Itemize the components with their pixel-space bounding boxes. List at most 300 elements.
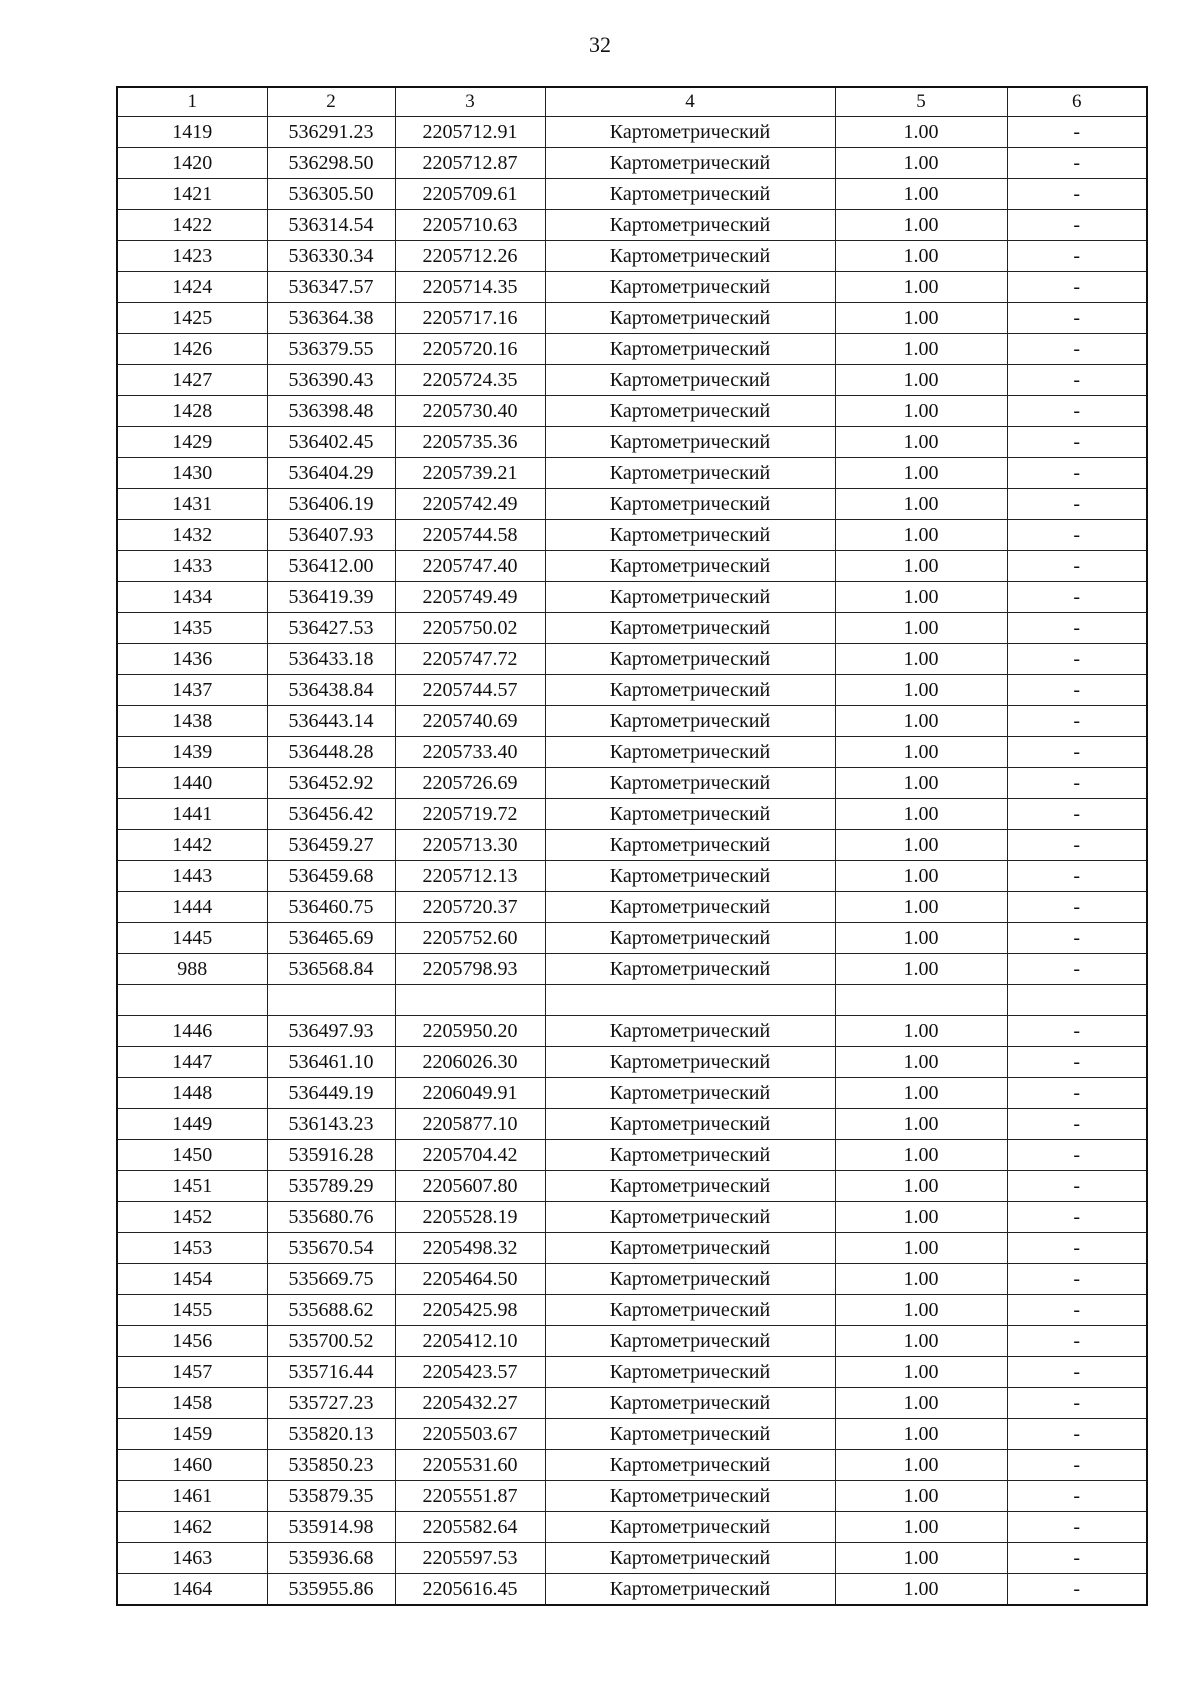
cell-note: - [1007,923,1147,954]
cell-point-number: 1428 [117,396,267,427]
column-header: 2 [267,87,395,117]
cell-point-number: 1419 [117,117,267,148]
cell-method: Картометрический [545,303,835,334]
table-row [117,675,1147,706]
cell-method: Картометрический [545,427,835,458]
cell-accuracy: 1.00 [835,1357,1007,1388]
cell-note: - [1007,799,1147,830]
cell-coord-y: 2205704.42 [395,1140,545,1171]
cell-coord-y: 2205712.13 [395,861,545,892]
cell-coord-x [267,985,395,1016]
table-row [117,768,1147,799]
cell-coord-y: 2205747.40 [395,551,545,582]
cell-note: - [1007,1109,1147,1140]
cell-coord-y: 2205744.57 [395,675,545,706]
cell-accuracy [835,985,1007,1016]
cell-accuracy: 1.00 [835,613,1007,644]
cell-note: - [1007,582,1147,613]
cell-coord-x: 536406.19 [267,489,395,520]
cell-note: - [1007,1326,1147,1357]
cell-coord-x: 536364.38 [267,303,395,334]
cell-note: - [1007,334,1147,365]
cell-note: - [1007,241,1147,272]
cell-note: - [1007,1171,1147,1202]
cell-coord-y: 2205720.37 [395,892,545,923]
cell-accuracy: 1.00 [835,768,1007,799]
cell-method: Картометрический [545,768,835,799]
table-row [117,582,1147,613]
cell-accuracy: 1.00 [835,737,1007,768]
cell-accuracy: 1.00 [835,799,1007,830]
cell-coord-x: 536497.93 [267,1016,395,1047]
cell-point-number: 1451 [117,1171,267,1202]
table-row [117,458,1147,489]
cell-point-number: 1444 [117,892,267,923]
cell-note: - [1007,551,1147,582]
cell-accuracy: 1.00 [835,923,1007,954]
cell-accuracy: 1.00 [835,1140,1007,1171]
cell-accuracy: 1.00 [835,489,1007,520]
table-row [117,148,1147,179]
cell-coord-x: 535850.23 [267,1450,395,1481]
cell-method: Картометрический [545,613,835,644]
cell-method: Картометрический [545,458,835,489]
table-row [117,1326,1147,1357]
cell-note: - [1007,1574,1147,1606]
cell-note: - [1007,1140,1147,1171]
cell-method: Картометрический [545,1078,835,1109]
table-row [117,985,1147,1016]
cell-method: Картометрический [545,148,835,179]
cell-coord-x: 536330.34 [267,241,395,272]
table-row [117,1264,1147,1295]
cell-note: - [1007,1233,1147,1264]
cell-note: - [1007,365,1147,396]
cell-point-number: 1454 [117,1264,267,1295]
cell-coord-y: 2205551.87 [395,1481,545,1512]
table-row [117,644,1147,675]
cell-note: - [1007,644,1147,675]
cell-note: - [1007,427,1147,458]
cell-note: - [1007,737,1147,768]
cell-method: Картометрический [545,1140,835,1171]
table-row [117,1233,1147,1264]
cell-accuracy: 1.00 [835,117,1007,148]
cell-accuracy: 1.00 [835,1512,1007,1543]
table-row [117,1202,1147,1233]
cell-point-number: 1438 [117,706,267,737]
cell-coord-y: 2205747.72 [395,644,545,675]
cell-note: - [1007,1047,1147,1078]
cell-point-number: 1452 [117,1202,267,1233]
cell-note: - [1007,396,1147,427]
cell-coord-x: 536427.53 [267,613,395,644]
cell-point-number: 1459 [117,1419,267,1450]
cell-method: Картометрический [545,520,835,551]
cell-note: - [1007,1357,1147,1388]
cell-accuracy: 1.00 [835,334,1007,365]
cell-accuracy: 1.00 [835,303,1007,334]
cell-method: Картометрический [545,923,835,954]
cell-coord-y: 2205740.69 [395,706,545,737]
cell-coord-x: 535669.75 [267,1264,395,1295]
cell-method: Картометрический [545,272,835,303]
cell-method: Картометрический [545,582,835,613]
cell-point-number: 1421 [117,179,267,210]
cell-point-number: 1437 [117,675,267,706]
cell-accuracy: 1.00 [835,954,1007,985]
cell-coord-x: 536459.27 [267,830,395,861]
table-row [117,210,1147,241]
cell-coord-x: 536305.50 [267,179,395,210]
cell-note: - [1007,520,1147,551]
cell-coord-x: 536461.10 [267,1047,395,1078]
cell-coord-x: 535680.76 [267,1202,395,1233]
cell-coord-y: 2205739.21 [395,458,545,489]
column-header: 1 [117,87,267,117]
cell-note: - [1007,1295,1147,1326]
cell-method: Картометрический [545,241,835,272]
cell-note: - [1007,1264,1147,1295]
cell-note: - [1007,861,1147,892]
cell-accuracy: 1.00 [835,148,1007,179]
table-row [117,179,1147,210]
cell-point-number: 1426 [117,334,267,365]
cell-note: - [1007,210,1147,241]
cell-note: - [1007,272,1147,303]
column-header: 5 [835,87,1007,117]
cell-coord-x: 536568.84 [267,954,395,985]
cell-method: Картометрический [545,1481,835,1512]
cell-coord-x: 536402.45 [267,427,395,458]
cell-method: Картометрический [545,489,835,520]
cell-point-number: 1450 [117,1140,267,1171]
cell-point-number: 1424 [117,272,267,303]
cell-method: Картометрический [545,1543,835,1574]
cell-note: - [1007,458,1147,489]
table-row [117,396,1147,427]
cell-accuracy: 1.00 [835,1047,1007,1078]
cell-method: Картометрический [545,706,835,737]
cell-coord-x: 536419.39 [267,582,395,613]
table-row [117,489,1147,520]
cell-point-number: 1448 [117,1078,267,1109]
cell-coord-x: 535670.54 [267,1233,395,1264]
cell-accuracy: 1.00 [835,1450,1007,1481]
cell-accuracy: 1.00 [835,1543,1007,1574]
cell-point-number: 1458 [117,1388,267,1419]
cell-accuracy: 1.00 [835,179,1007,210]
table-row [117,1357,1147,1388]
cell-coord-x: 535914.98 [267,1512,395,1543]
cell-coord-x: 536404.29 [267,458,395,489]
cell-method: Картометрический [545,954,835,985]
cell-method: Картометрический [545,210,835,241]
cell-method: Картометрический [545,737,835,768]
cell-note: - [1007,954,1147,985]
table-row [117,830,1147,861]
cell-method: Картометрический [545,1450,835,1481]
table-row [117,1171,1147,1202]
cell-coord-x: 536143.23 [267,1109,395,1140]
cell-note: - [1007,117,1147,148]
cell-point-number: 1439 [117,737,267,768]
cell-accuracy: 1.00 [835,241,1007,272]
cell-accuracy: 1.00 [835,365,1007,396]
cell-coord-x: 535688.62 [267,1295,395,1326]
cell-coord-x: 536449.19 [267,1078,395,1109]
cell-accuracy: 1.00 [835,830,1007,861]
cell-method: Картометрический [545,396,835,427]
cell-coord-y: 2205712.87 [395,148,545,179]
cell-coord-y: 2205498.32 [395,1233,545,1264]
table-row [117,1109,1147,1140]
cell-point-number: 1456 [117,1326,267,1357]
cell-method: Картометрический [545,117,835,148]
cell-accuracy: 1.00 [835,892,1007,923]
table-row [117,613,1147,644]
table-row [117,1295,1147,1326]
cell-point-number: 1436 [117,644,267,675]
table-row [117,923,1147,954]
cell-accuracy: 1.00 [835,520,1007,551]
cell-coord-y: 2205730.40 [395,396,545,427]
cell-coord-y: 2205528.19 [395,1202,545,1233]
cell-point-number: 1431 [117,489,267,520]
cell-coord-y: 2205877.10 [395,1109,545,1140]
cell-coord-y: 2205717.16 [395,303,545,334]
cell-method: Картометрический [545,1357,835,1388]
cell-method: Картометрический [545,1016,835,1047]
cell-coord-x: 536456.42 [267,799,395,830]
cell-coord-x: 536390.43 [267,365,395,396]
cell-accuracy: 1.00 [835,1295,1007,1326]
cell-method: Картометрический [545,799,835,830]
cell-point-number: 1460 [117,1450,267,1481]
cell-coord-x: 536407.93 [267,520,395,551]
cell-coord-x: 535936.68 [267,1543,395,1574]
cell-accuracy: 1.00 [835,272,1007,303]
cell-coord-x: 536291.23 [267,117,395,148]
cell-coord-y: 2205597.53 [395,1543,545,1574]
cell-coord-x: 536448.28 [267,737,395,768]
cell-accuracy: 1.00 [835,1016,1007,1047]
cell-coord-y: 2205464.50 [395,1264,545,1295]
cell-point-number: 1435 [117,613,267,644]
cell-coord-x: 536465.69 [267,923,395,954]
cell-method: Картометрический [545,1512,835,1543]
table-body [117,117,1147,1606]
cell-note: - [1007,489,1147,520]
cell-method: Картометрический [545,179,835,210]
cell-coord-y: 2205950.20 [395,1016,545,1047]
table-row [117,954,1147,985]
cell-coord-x: 535820.13 [267,1419,395,1450]
table-row [117,551,1147,582]
cell-point-number: 1440 [117,768,267,799]
table-row [117,861,1147,892]
table-row [117,1016,1147,1047]
cell-coord-x: 535716.44 [267,1357,395,1388]
cell-point-number: 1464 [117,1574,267,1606]
cell-note: - [1007,892,1147,923]
cell-coord-y: 2205710.63 [395,210,545,241]
cell-method: Картометрический [545,1171,835,1202]
cell-method: Картометрический [545,861,835,892]
table-row [117,1078,1147,1109]
cell-coord-y: 2205798.93 [395,954,545,985]
cell-coord-x: 536412.00 [267,551,395,582]
cell-note: - [1007,1512,1147,1543]
cell-coord-x: 536398.48 [267,396,395,427]
cell-point-number: 1441 [117,799,267,830]
table-row [117,1450,1147,1481]
table-row [117,892,1147,923]
cell-method: Картометрический [545,1264,835,1295]
cell-accuracy: 1.00 [835,427,1007,458]
cell-method: Картометрический [545,1047,835,1078]
cell-note: - [1007,1016,1147,1047]
cell-accuracy: 1.00 [835,706,1007,737]
cell-point-number: 1449 [117,1109,267,1140]
cell-coord-y: 2205750.02 [395,613,545,644]
cell-coord-x: 536460.75 [267,892,395,923]
cell-coord-x: 536459.68 [267,861,395,892]
table-row [117,334,1147,365]
cell-point-number: 1432 [117,520,267,551]
table-row [117,427,1147,458]
cell-point-number: 1446 [117,1016,267,1047]
cell-coord-y [395,985,545,1016]
cell-accuracy: 1.00 [835,1233,1007,1264]
cell-method: Картометрический [545,1574,835,1606]
cell-accuracy: 1.00 [835,861,1007,892]
cell-note: - [1007,613,1147,644]
cell-coord-y: 2205714.35 [395,272,545,303]
cell-note: - [1007,1419,1147,1450]
cell-point-number: 1453 [117,1233,267,1264]
cell-coord-x: 535955.86 [267,1574,395,1606]
cell-coord-x: 536379.55 [267,334,395,365]
cell-point-number: 1427 [117,365,267,396]
cell-point-number: 1430 [117,458,267,489]
cell-point-number: 1422 [117,210,267,241]
cell-note: - [1007,706,1147,737]
cell-coord-x: 536347.57 [267,272,395,303]
cell-method: Картометрический [545,830,835,861]
cell-accuracy: 1.00 [835,644,1007,675]
cell-method: Картометрический [545,1202,835,1233]
cell-coord-x: 536443.14 [267,706,395,737]
cell-point-number: 1423 [117,241,267,272]
cell-accuracy: 1.00 [835,1078,1007,1109]
cell-method: Картометрический [545,551,835,582]
table-row [117,1047,1147,1078]
cell-coord-y: 2205735.36 [395,427,545,458]
cell-coord-x: 536438.84 [267,675,395,706]
cell-method: Картометрический [545,892,835,923]
cell-note: - [1007,1450,1147,1481]
cell-accuracy: 1.00 [835,551,1007,582]
cell-point-number: 1443 [117,861,267,892]
cell-accuracy: 1.00 [835,1481,1007,1512]
cell-accuracy: 1.00 [835,1171,1007,1202]
cell-point-number: 988 [117,954,267,985]
cell-coord-y: 2205423.57 [395,1357,545,1388]
column-header: 4 [545,87,835,117]
cell-coord-y: 2205425.98 [395,1295,545,1326]
cell-accuracy: 1.00 [835,1419,1007,1450]
cell-point-number: 1463 [117,1543,267,1574]
cell-coord-x: 535879.35 [267,1481,395,1512]
cell-accuracy: 1.00 [835,582,1007,613]
cell-coord-x: 536433.18 [267,644,395,675]
cell-accuracy: 1.00 [835,1326,1007,1357]
table-row [117,737,1147,768]
column-header: 6 [1007,87,1147,117]
table-row [117,272,1147,303]
cell-note: - [1007,148,1147,179]
cell-method: Картометрический [545,1233,835,1264]
cell-accuracy: 1.00 [835,1388,1007,1419]
coordinates-table [116,86,1148,1606]
cell-note: - [1007,830,1147,861]
cell-note: - [1007,1078,1147,1109]
table-row [117,241,1147,272]
cell-note: - [1007,1202,1147,1233]
cell-accuracy: 1.00 [835,675,1007,706]
cell-point-number: 1447 [117,1047,267,1078]
cell-point-number: 1455 [117,1295,267,1326]
cell-coord-y: 2205582.64 [395,1512,545,1543]
cell-method: Картометрический [545,1388,835,1419]
cell-method: Картометрический [545,1326,835,1357]
cell-point-number [117,985,267,1016]
cell-coord-y: 2205503.67 [395,1419,545,1450]
cell-accuracy: 1.00 [835,396,1007,427]
cell-coord-x: 535916.28 [267,1140,395,1171]
table-row [117,1419,1147,1450]
column-header: 3 [395,87,545,117]
cell-note: - [1007,1481,1147,1512]
cell-coord-y: 2205712.26 [395,241,545,272]
cell-point-number: 1429 [117,427,267,458]
cell-method: Картометрический [545,365,835,396]
cell-accuracy: 1.00 [835,1202,1007,1233]
cell-coord-x: 536298.50 [267,148,395,179]
cell-coord-x: 536314.54 [267,210,395,241]
cell-note: - [1007,675,1147,706]
cell-accuracy: 1.00 [835,1574,1007,1606]
cell-method: Картометрический [545,675,835,706]
cell-coord-x: 535789.29 [267,1171,395,1202]
cell-point-number: 1445 [117,923,267,954]
table-row [117,1481,1147,1512]
cell-method: Картометрический [545,644,835,675]
cell-point-number: 1457 [117,1357,267,1388]
cell-coord-x: 535700.52 [267,1326,395,1357]
table-row [117,520,1147,551]
table-row [117,303,1147,334]
table-row [117,365,1147,396]
cell-coord-y: 2205719.72 [395,799,545,830]
table-row [117,1574,1147,1606]
cell-coord-y: 2205749.49 [395,582,545,613]
cell-accuracy: 1.00 [835,458,1007,489]
table-row [117,706,1147,737]
cell-point-number: 1462 [117,1512,267,1543]
cell-coord-y: 2206049.91 [395,1078,545,1109]
